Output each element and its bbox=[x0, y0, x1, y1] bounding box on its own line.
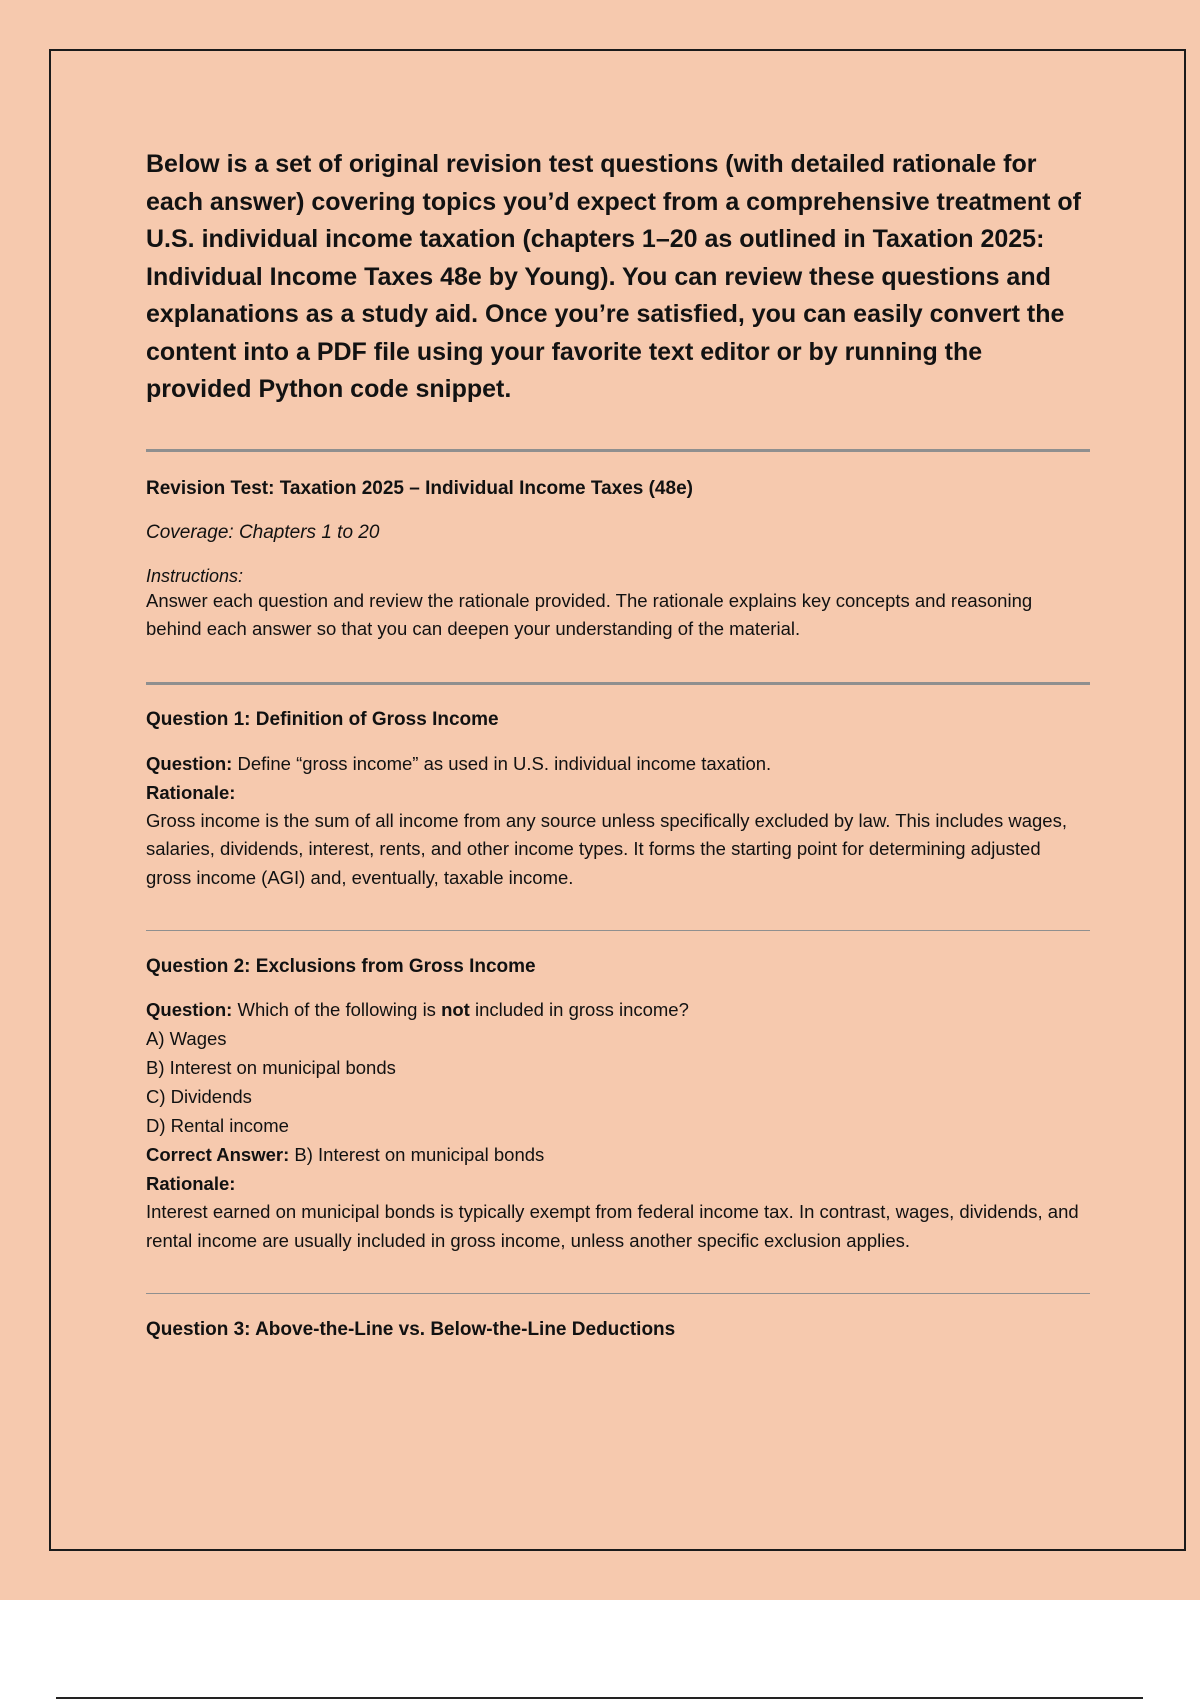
rationale-label bbox=[146, 1169, 1090, 1198]
question-1-text bbox=[146, 749, 1090, 778]
coverage-text: Coverage: Chapters 1 to 20 bbox=[146, 521, 380, 543]
section-divider bbox=[146, 930, 1090, 931]
instructions-text: Answer each question and review the rationale provided. The rationale explains key concepts and reasoning behind each answer so that you can deepen your understanding of the material. bbox=[146, 589, 1033, 639]
question-1-title: Question 1: Definition of Gross Income bbox=[146, 708, 499, 730]
option-c: C) Dividends bbox=[146, 1086, 252, 1107]
option-a: A) Wages bbox=[146, 1028, 227, 1049]
option-d: D) Rental income bbox=[146, 1115, 289, 1136]
question-body-end: included in gross income? bbox=[469, 999, 689, 1020]
question-label: Question: bbox=[146, 999, 233, 1020]
section-divider bbox=[146, 682, 1090, 685]
option-b: B) Interest on municipal bonds bbox=[146, 1057, 396, 1078]
question-label: Question: bbox=[146, 752, 233, 774]
question-2-rationale: Interest earned on municipal bonds is typically exempt from federal income tax. In contrast, wages, dividends, and rental income are usually included in gross income, unless another specific exclusion applies. bbox=[146, 1201, 1079, 1251]
question-body-start: Which of the following is bbox=[232, 999, 442, 1020]
document-content bbox=[146, 146, 1090, 1341]
question-3-title: Question 3: Above-the-Line vs. Below-the-Line Deductions bbox=[146, 1319, 676, 1340]
question-body: Define “gross income” as used in U.S. individual income taxation. bbox=[232, 752, 772, 774]
correct-answer bbox=[146, 1140, 1090, 1169]
correct-answer-text: B) Interest on municipal bonds bbox=[289, 1144, 545, 1165]
intro-paragraph: Below is a set of original revision test questions (with detailed rationale for each answer) covering topics you’d expect from a comprehensive treatment of U.S. individual income taxation (chapters 1–20 as outlined in Taxation 2025: Individual Income Taxes 48e by Young). You can review these questions and explanations as a study aid. Once you’re satisfied, you can easily convert the content into a PDF file using your favorite text editor or by running the provided Python code snippet. bbox=[146, 150, 1081, 403]
rationale-label bbox=[146, 778, 1090, 807]
question-1-rationale: Gross income is the sum of all income from any source unless specifically excluded by law. This includes wages, salaries, dividends, interest, rents, and other income types. It forms the starting point for determining adjusted gross income (AGI) and, eventually, taxable income. bbox=[146, 809, 1067, 888]
section-divider bbox=[146, 1293, 1090, 1294]
question-emphasis: not bbox=[441, 999, 470, 1020]
question-2-title: Question 2: Exclusions from Gross Income bbox=[146, 956, 536, 977]
rationale-label-text: Rationale: bbox=[146, 781, 236, 803]
test-title: Revision Test: Taxation 2025 – Individual Income Taxes (48e) bbox=[146, 477, 693, 499]
question-2-text bbox=[146, 995, 1090, 1024]
rationale-label-text: Rationale: bbox=[146, 1173, 236, 1194]
footer-rule bbox=[56, 1697, 1143, 1699]
instructions-label: Instructions: bbox=[146, 565, 244, 586]
correct-answer-label: Correct Answer: bbox=[146, 1144, 290, 1165]
section-divider bbox=[146, 449, 1090, 452]
